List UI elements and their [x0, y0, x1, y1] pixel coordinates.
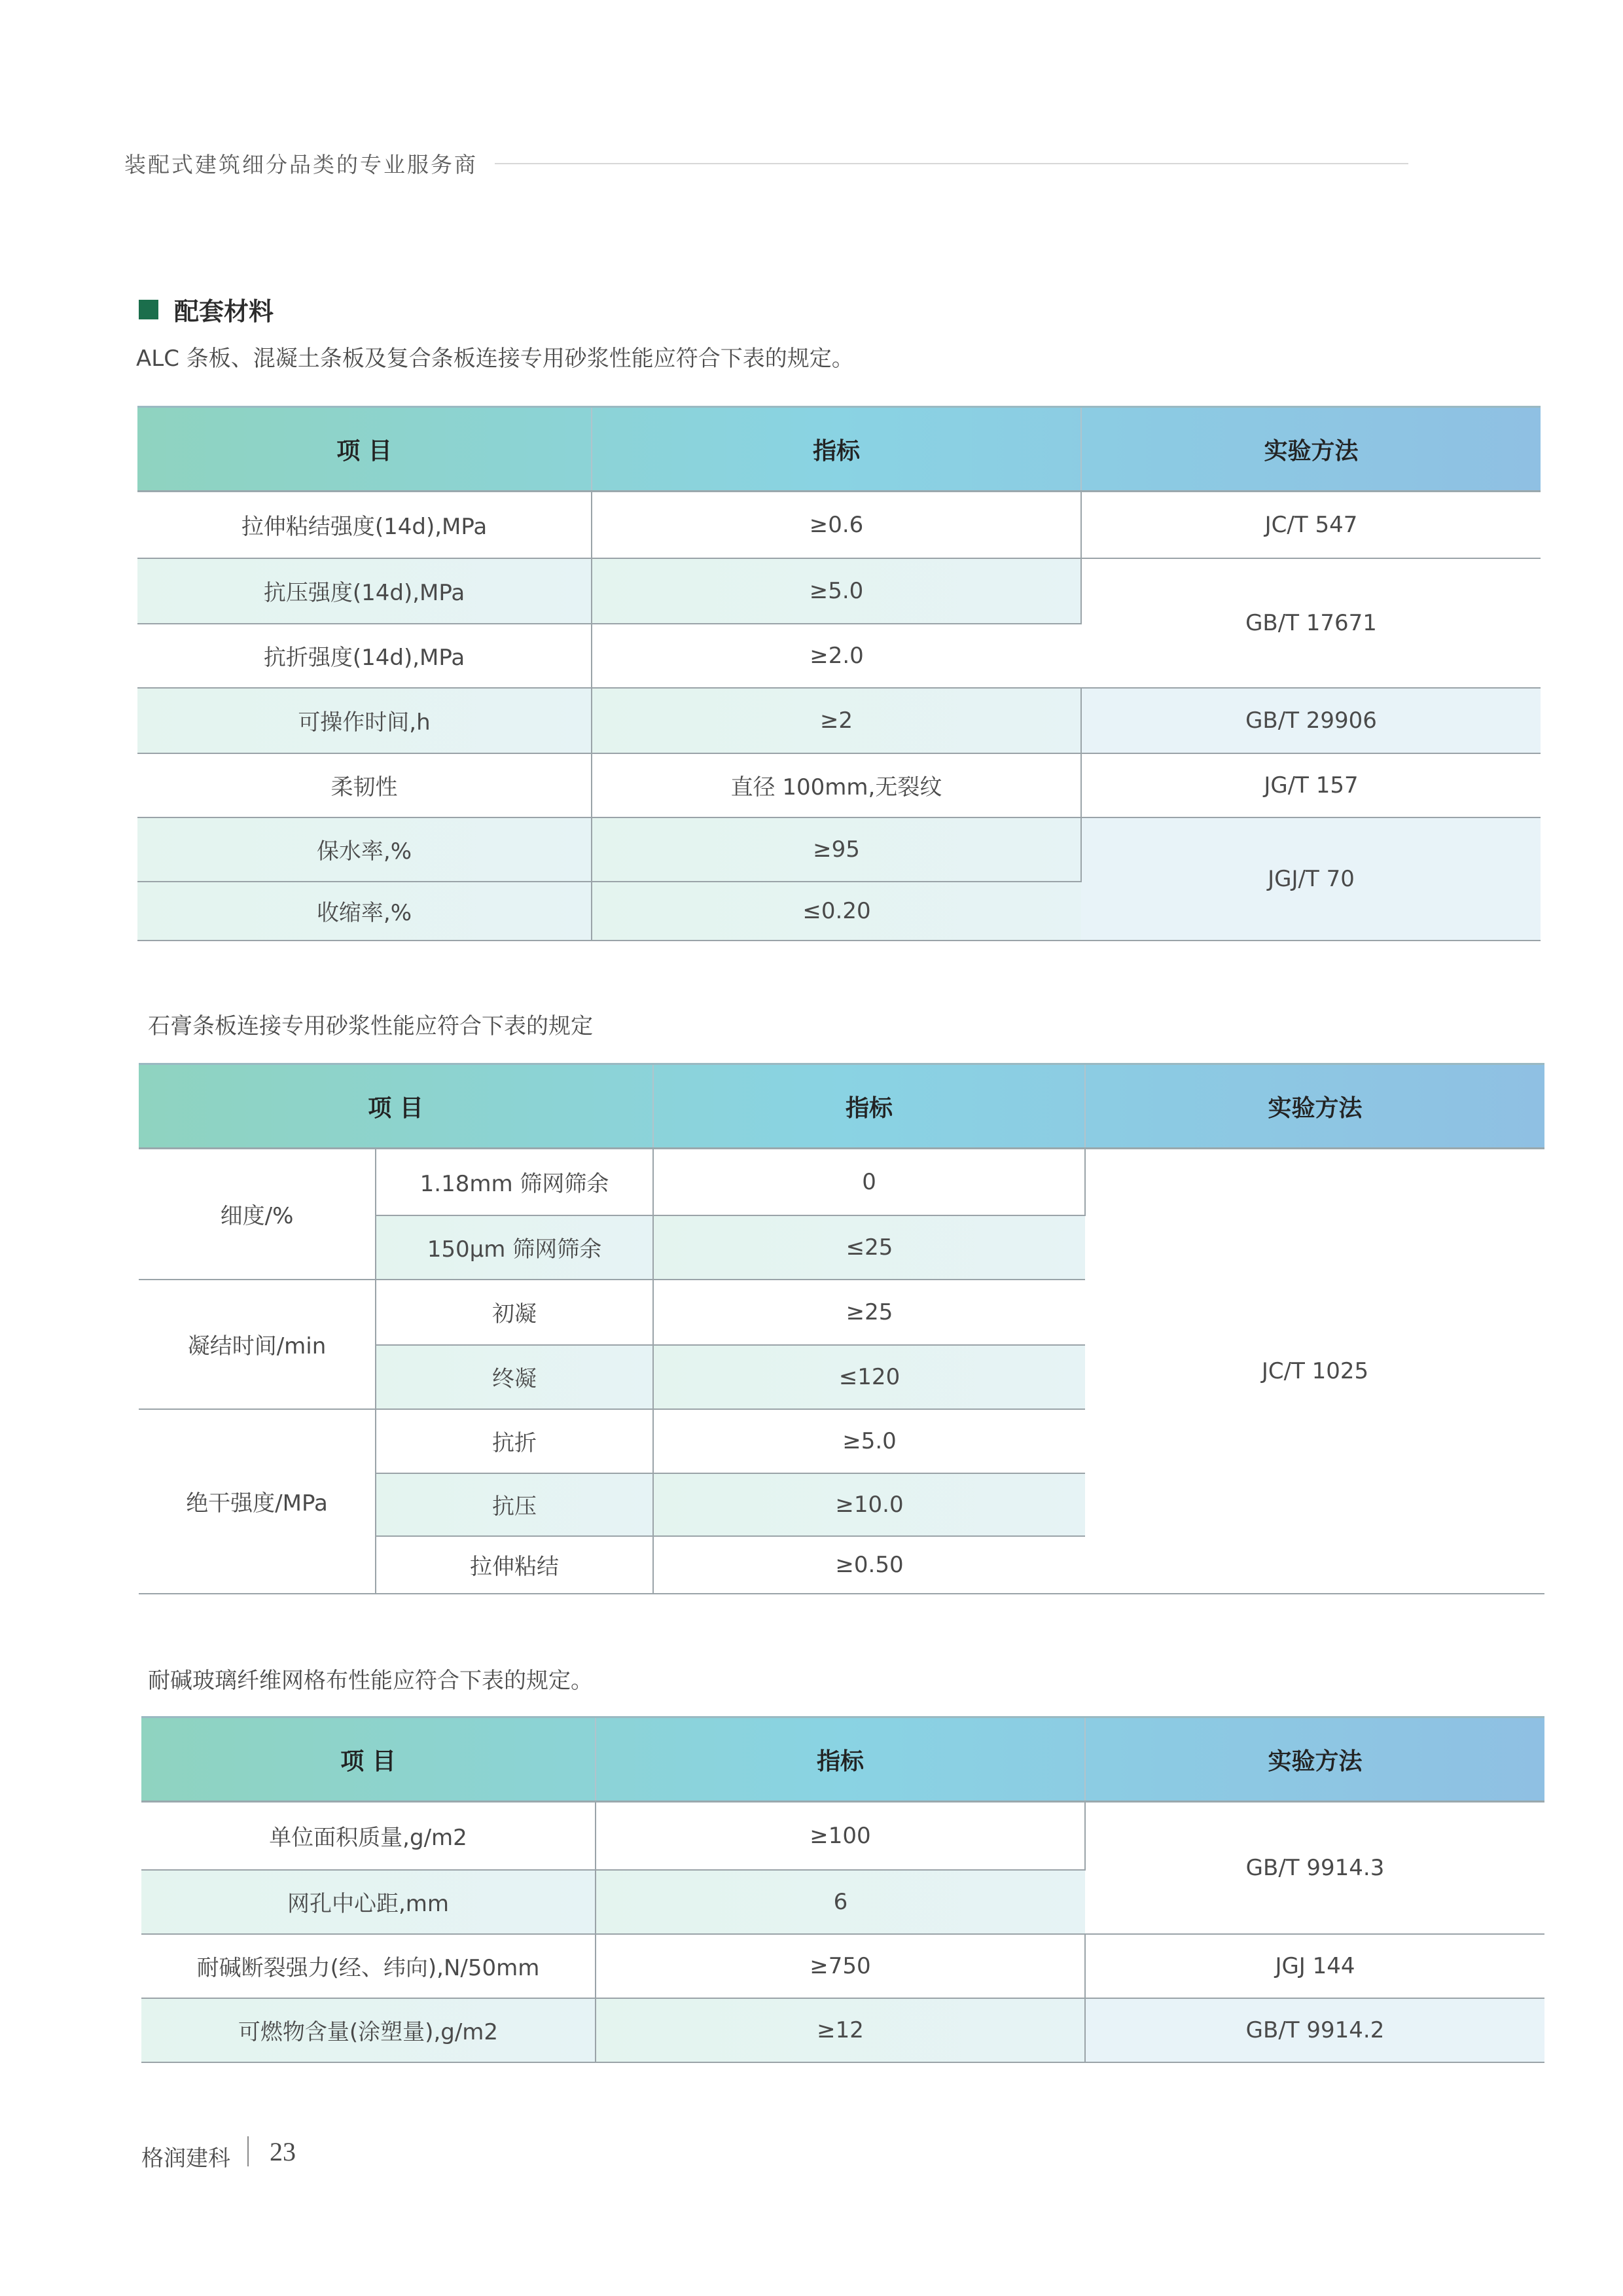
table2-sub-item: 150μm 筛网筛余: [376, 1215, 653, 1280]
table1-header-row: [137, 407, 1541, 492]
table3-header-value: 指标: [596, 1717, 1085, 1802]
table1-header-item: 项 目: [137, 407, 592, 492]
table2-header-row: [139, 1064, 1544, 1149]
table3-value: ≥12: [596, 1998, 1085, 2062]
table1-value: ≥0.6: [592, 492, 1081, 558]
table1-method: JC/T 547: [1081, 492, 1541, 558]
footer-divider: [247, 2136, 249, 2166]
table1-header-value: 指标: [592, 407, 1081, 492]
table3-method: JGJ 144: [1085, 1934, 1544, 1998]
table3-value: ≥100: [596, 1802, 1085, 1870]
table2-sub-item: 抗折: [376, 1409, 653, 1473]
table-row: [137, 558, 1541, 624]
table3-method: GB/T 9914.2: [1085, 1998, 1544, 2062]
table-row: [137, 817, 1541, 882]
table1-value: ≥2.0: [592, 624, 1081, 688]
section-title: [139, 291, 274, 327]
table3-item: 网孔中心距,mm: [141, 1870, 596, 1934]
table1-item: 柔韧性: [137, 753, 592, 817]
table-row: [141, 1934, 1544, 1998]
table2-header-value: 指标: [653, 1064, 1085, 1149]
table2-sub-item: 拉伸粘结: [376, 1536, 653, 1594]
table2-value: 0: [653, 1149, 1085, 1215]
header-tagline: 装配式建筑细分品类的专业服务商: [124, 152, 478, 177]
table2-group-name: 绝干强度/MPa: [139, 1409, 376, 1594]
table1-item: 保水率,%: [137, 817, 592, 882]
table-row: [137, 492, 1541, 558]
table2-header-item: 项 目: [139, 1064, 653, 1149]
table1-value: ≤0.20: [592, 882, 1081, 941]
table1-value: ≥95: [592, 817, 1081, 882]
table3-header-item: 项 目: [141, 1717, 596, 1802]
table2-sub-item: 1.18mm 筛网筛余: [376, 1149, 653, 1215]
table2-sub-item: 终凝: [376, 1345, 653, 1409]
table1-item: 抗折强度(14d),MPa: [137, 624, 592, 688]
table3-item: 可燃物含量(涂塑量),g/m2: [141, 1998, 596, 2062]
table1-intro: ALC 条板、混凝土条板及复合条板连接专用砂浆性能应符合下表的规定。: [136, 346, 854, 372]
table2-value: ≤120: [653, 1345, 1085, 1409]
table2-group-name: 凝结时间/min: [139, 1280, 376, 1409]
table2-value: ≥10.0: [653, 1473, 1085, 1536]
table-row: [139, 1149, 1544, 1215]
section-title-text: 配套材料: [174, 297, 274, 326]
table-row: [137, 688, 1541, 753]
table3-header-row: [141, 1717, 1544, 1802]
table2-header-method: 实验方法: [1085, 1064, 1544, 1149]
section-marker-icon: [139, 300, 158, 319]
table2-intro: 石膏条板连接专用砂浆性能应符合下表的规定: [148, 1013, 593, 1039]
table3-item: 耐碱断裂强力(经、纬向),N/50mm: [141, 1934, 596, 1998]
table1-value: ≥5.0: [592, 558, 1081, 624]
footer-brand: 格润建科: [141, 2145, 230, 2172]
table2: [139, 1063, 1544, 1594]
table1-item: 抗压强度(14d),MPa: [137, 558, 592, 624]
table3-intro: 耐碱玻璃纤维网格布性能应符合下表的规定。: [148, 1668, 593, 1694]
table-row: [141, 1802, 1544, 1870]
table1-item: 可操作时间,h: [137, 688, 592, 753]
table1-value: ≥2: [592, 688, 1081, 753]
table1-header-method: 实验方法: [1081, 407, 1541, 492]
table2-sub-item: 初凝: [376, 1280, 653, 1345]
table1-method: GB/T 29906: [1081, 688, 1541, 753]
table2-group-name: 细度/%: [139, 1149, 376, 1280]
table2-value: ≥0.50: [653, 1536, 1085, 1594]
table2-value: ≥25: [653, 1280, 1085, 1345]
table3-value: ≥750: [596, 1934, 1085, 1998]
table-row: [141, 1998, 1544, 2062]
table1-method: GB/T 17671: [1081, 558, 1541, 688]
table3: [141, 1716, 1544, 2063]
table2-value: ≥5.0: [653, 1409, 1085, 1473]
table1-value: 直径 100mm,无裂纹: [592, 753, 1081, 817]
header-divider: [495, 163, 1408, 164]
table1: [137, 406, 1541, 941]
table3-value: 6: [596, 1870, 1085, 1934]
table2-sub-item: 抗压: [376, 1473, 653, 1536]
table2-method: JC/T 1025: [1085, 1149, 1544, 1594]
table3-item: 单位面积质量,g/m2: [141, 1802, 596, 1870]
table1-method: JG/T 157: [1081, 753, 1541, 817]
table3-header-method: 实验方法: [1085, 1717, 1544, 1802]
table1-item: 收缩率,%: [137, 882, 592, 941]
page-number: 23: [270, 2137, 296, 2166]
table1-item: 拉伸粘结强度(14d),MPa: [137, 492, 592, 558]
table1-method: JGJ/T 70: [1081, 817, 1541, 941]
table-row: [137, 753, 1541, 817]
table3-method: GB/T 9914.3: [1085, 1802, 1544, 1934]
table2-value: ≤25: [653, 1215, 1085, 1280]
